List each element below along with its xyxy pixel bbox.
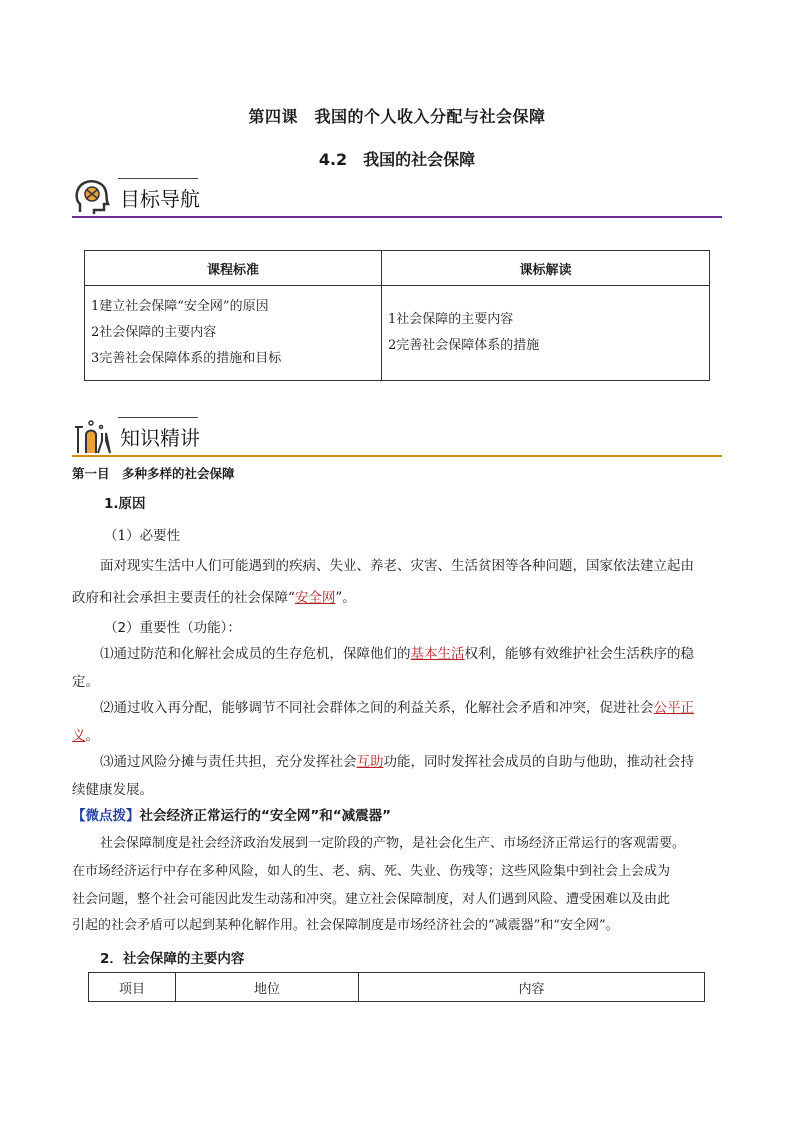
nav-divider [72,216,722,218]
tip-heading [72,802,391,830]
content-table [88,972,705,1002]
col1-header: 课程标准 [85,251,382,286]
text-span: ⑶通过风险分摊与责任共担，充分发挥社会 [100,754,357,770]
knowledge-heading: 知识精讲 [120,426,200,450]
nav-heading: 目标导航 [120,187,200,211]
tip-line: 社会问题，整个社会可能因此发生动荡和冲突。建立社会保障制度，对人们遇到风险、遭受困难以及由此 [72,892,671,907]
key-term: 公平正 [653,700,694,716]
header-content: 内容 [359,973,705,1002]
section-title: 4.2 我国的社会保障 [318,150,476,169]
nav-section-header [72,178,722,218]
standards-table [84,250,710,381]
interpretation-item: 2完善社会保障体系的措施 [388,338,540,353]
tip-line: 社会保障制度是社会经济政治发展到一定阶段的产物，是社会化生产、市场经济正常运行的客观需要。 [100,836,686,851]
header-item: 项目 [89,973,176,1002]
text-span: 权利，能够有效维护社会生活秩序的稳 [464,646,694,662]
importance-text: （2）重要性（功能）： [104,620,241,636]
lesson-title: 第四课 我国的个人收入分配与社会保障 [248,107,546,126]
necessity-text-line2 [72,584,356,612]
importance-label [104,614,241,642]
tip-title: 社会经济正常运行的“安全网”和“减震器” [139,808,391,824]
standard-item: 1建立社会保障“安全网”的原因 [91,299,269,314]
text-span: ⑵通过收入再分配，能够调节不同社会群体之间的利益关系，化解社会矛盾和冲突，促进社会 [100,700,654,716]
function-3-line2: 续健康发展。 [72,782,153,798]
standard-item: 2社会保障的主要内容 [91,325,217,340]
heading-reason: 1.原因 [104,496,146,512]
text-span: ”。 [335,590,356,606]
necessity-text-line1: 面对现实生活中人们可能遇到的疾病、失业、养老、灾害、生活贫困等各种问题，国家依法建立起由 [100,558,694,574]
flask-icon [72,417,112,455]
tip-line: 引起的社会矛盾可以起到某种化解作用。社会保障制度是市场经济社会的“减震器”和“安全网”。 [72,918,619,933]
nav-topline [118,178,198,179]
tip-tag: 【微点拨】 [72,808,140,824]
knowledge-divider [72,455,722,457]
interpretation-item: 1社会保障的主要内容 [388,312,514,327]
text-span: ⑴通过防范和化解社会成员的生存危机，保障他们的 [100,646,411,662]
text-span: 政府和社会承担主要责任的社会保障“ [72,590,295,606]
text-span: 功能，同时发挥社会成员的自助与他助，推动社会持 [383,754,694,770]
heading-content: 2．社会保障的主要内容 [100,951,245,967]
header-status: 地位 [176,973,359,1002]
unit-title: 第一目 多种多样的社会保障 [72,466,235,481]
col2-cell [382,286,710,381]
key-term: 基本生活 [410,646,465,662]
key-term: 安全网 [294,590,336,606]
text-span: 。 [85,728,99,744]
function-2-line2 [72,722,99,750]
key-term: 互助 [356,754,384,770]
function-3-line1 [100,748,694,776]
knowledge-section-header [72,417,722,457]
brain-head-icon [72,178,112,216]
col1-cell [85,286,382,381]
knowledge-topline [118,417,198,418]
col2-header: 课标解读 [382,251,710,286]
necessity-label: （1）必要性 [104,528,181,544]
function-1-line2: 定。 [72,674,99,690]
key-term: 义 [72,728,86,744]
function-1-line1 [100,640,694,668]
standard-item: 3完善社会保障体系的措施和目标 [91,351,282,366]
function-2-line1 [100,694,694,722]
tip-line: 在市场经济运行中存在多种风险，如人的生、老、病、死、失业、伤残等；这些风险集中到社会上会成为 [72,864,671,879]
